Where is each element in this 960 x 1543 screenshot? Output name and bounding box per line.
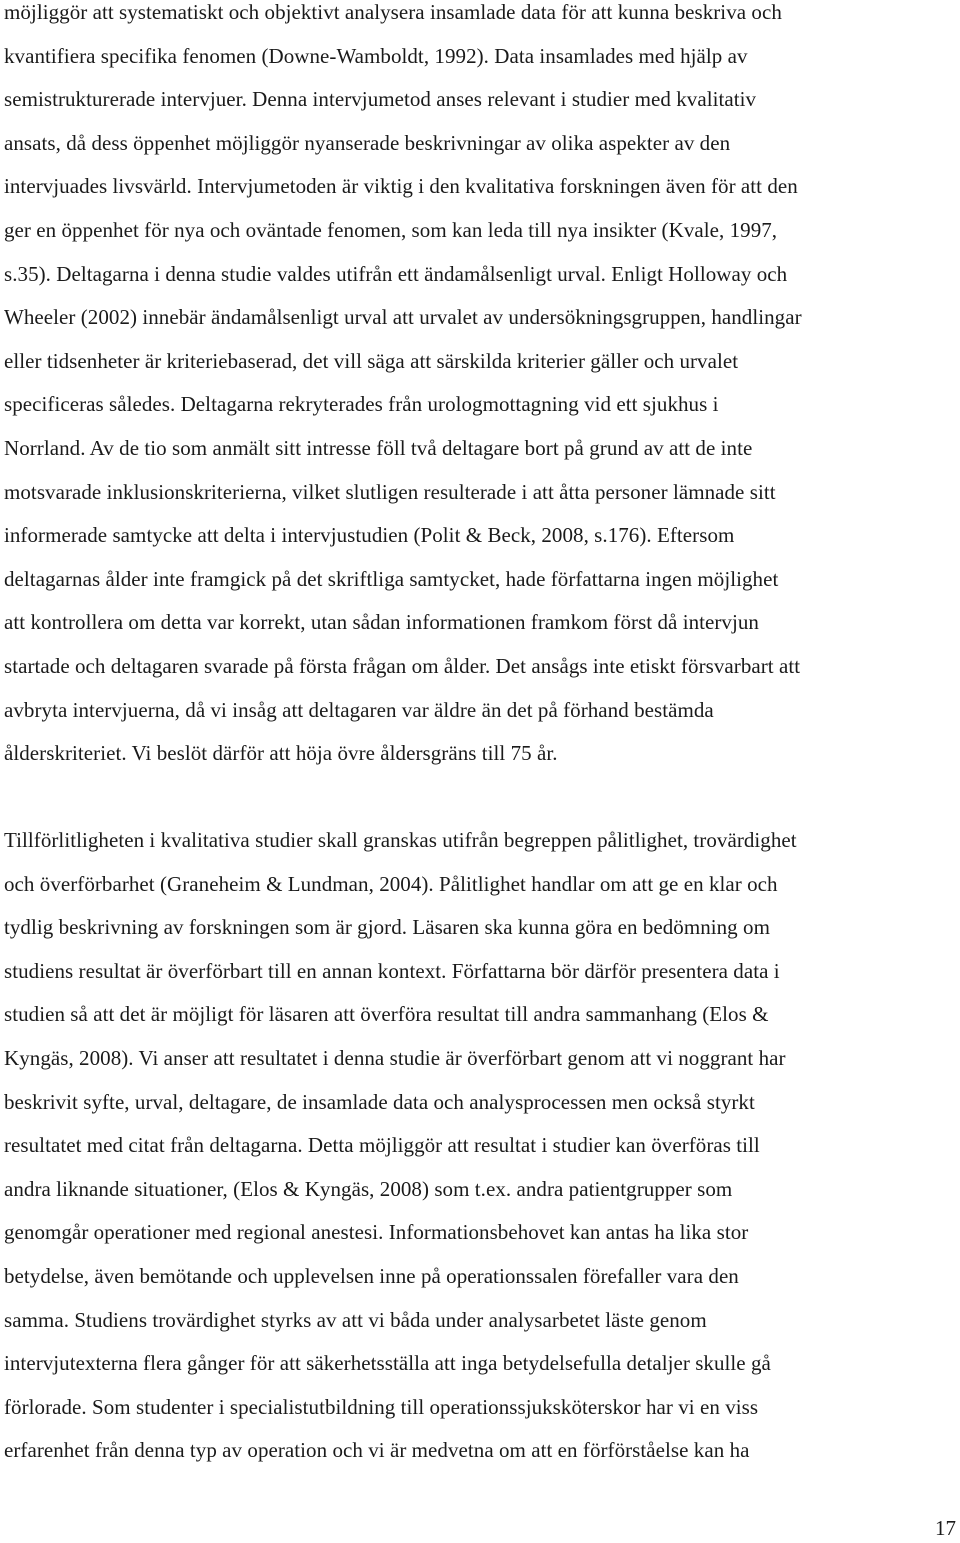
text-line: andra liknande situationer, (Elos & Kyngäs, 2008) som t.ex. andra patientgrupper som (4, 1176, 733, 1201)
text-line: förlorade. Som studenter i specialistutbildning till operationssjuksköterskor har vi en viss (4, 1394, 759, 1419)
text-line: beskrivit syfte, urval, deltagare, de insamlade data och analysprocessen men också styrkt (4, 1089, 755, 1114)
text-line: Kyngäs, 2008). Vi anser att resultatet i denna studie är överförbart genom att vi noggrant har (4, 1046, 786, 1070)
text-line: möjliggör att systematiskt och objektivt analysera insamlade data för att kunna beskriva och (4, 0, 782, 24)
text-line: betydelse, även bemötande och upplevelsen inne på operationssalen förefaller vara den (4, 1264, 739, 1288)
page-number: 17 (935, 1516, 956, 1540)
text-line: Wheeler (2002) innebär ändamålsenligt urval att urvalet av undersökningsgruppen, handlingar (4, 305, 802, 330)
text-line: eller tidsenheter är kriteriebaserad, det vill säga att särskilda kriterier gäller och urvalet (4, 348, 739, 373)
text-line: avbryta intervjuerna, då vi insåg att deltagaren var äldre än det på förhand bestämda (4, 697, 714, 722)
text-line: deltagarnas ålder inte framgick på det skriftliga samtycket, hade författarna ingen möjlighet (4, 566, 779, 591)
text-line: tydlig beskrivning av forskningen som är gjord. Läsaren ska kunna göra en bedömning om (4, 915, 770, 940)
text-line: ansats, då dess öppenhet möjliggör nyanserade beskrivningar av olika aspekter av den (4, 130, 731, 155)
text-line: intervjutexterna flera gånger för att säkerhetsställa att inga betydelsefulla detaljer skulle gå (4, 1351, 771, 1376)
text-line: s.35). Deltagarna i denna studie valdes utifrån ett ändamålsenligt urval. Enligt Holloway och (4, 261, 788, 286)
text-line: ålderskriteriet. Vi beslöt därför att höja övre åldersgräns till 75 år. (4, 741, 558, 766)
text-line: ger en öppenhet för nya och oväntade fenomen, som kan leda till nya insikter (Kvale, 1997, (4, 218, 778, 242)
text-line: motsvarade inklusionskriterierna, vilket slutligen resulterade i att åtta personer lämnade sitt (4, 479, 776, 504)
text-line: genomgår operationer med regional anestesi. Informationsbehovet kan antas ha lika stor (4, 1220, 749, 1245)
text-line: kvantifiera specifika fenomen (Downe-Wamboldt, 1992). Data insamlades med hjälp av (4, 43, 748, 68)
text-line: Norrland. Av de tio som anmält sitt intresse föll två deltagare bort på grund av att de inte (4, 436, 753, 460)
text-line: att kontrollera om detta var korrekt, utan sådan informationen framkom först då intervjun (4, 610, 759, 635)
text-line: intervjuades livsvärld. Intervjumetoden är viktig i den kvalitativa forskningen även för att den (4, 174, 798, 199)
text-line: resultatet med citat från deltagarna. Detta möjliggör att resultat i studier kan överföras till (4, 1133, 760, 1158)
text-line: studiens resultat är överförbart till en annan kontext. Författarna bör därför presentera data i (4, 958, 780, 983)
text-line: och överförbarhet (Graneheim & Lundman, 2004). Pålitlighet handlar om att ge en klar och (4, 871, 778, 896)
text-line: specificeras således. Deltagarna rekryterades från urologmottagning vid ett sjukhus i (4, 392, 719, 417)
text-line: startade och deltagaren svarade på första frågan om ålder. Det ansågs inte etiskt försvarbart att (4, 654, 801, 678)
text-line: Tillförlitligheten i kvalitativa studier skall granskas utifrån begreppen pålitlighet, trovärdighet (4, 828, 797, 852)
text-line: informerade samtycke att delta i intervjustudien (Polit & Beck, 2008, s.176). Eftersom (4, 523, 735, 548)
text-line: semistrukturerade intervjuer. Denna intervjumetod anses relevant i studier med kvalitativ (4, 87, 757, 112)
text-line: studien så att det är möjligt för läsaren att överföra resultat till andra sammanhang (Elos & (4, 1002, 769, 1027)
text-line: erfarenhet från denna typ av operation och vi är medvetna om att en förförståelse kan ha (4, 1438, 750, 1463)
text-line: samma. Studiens trovärdighet styrks av att vi båda under analysarbetet läste genom (4, 1307, 707, 1332)
